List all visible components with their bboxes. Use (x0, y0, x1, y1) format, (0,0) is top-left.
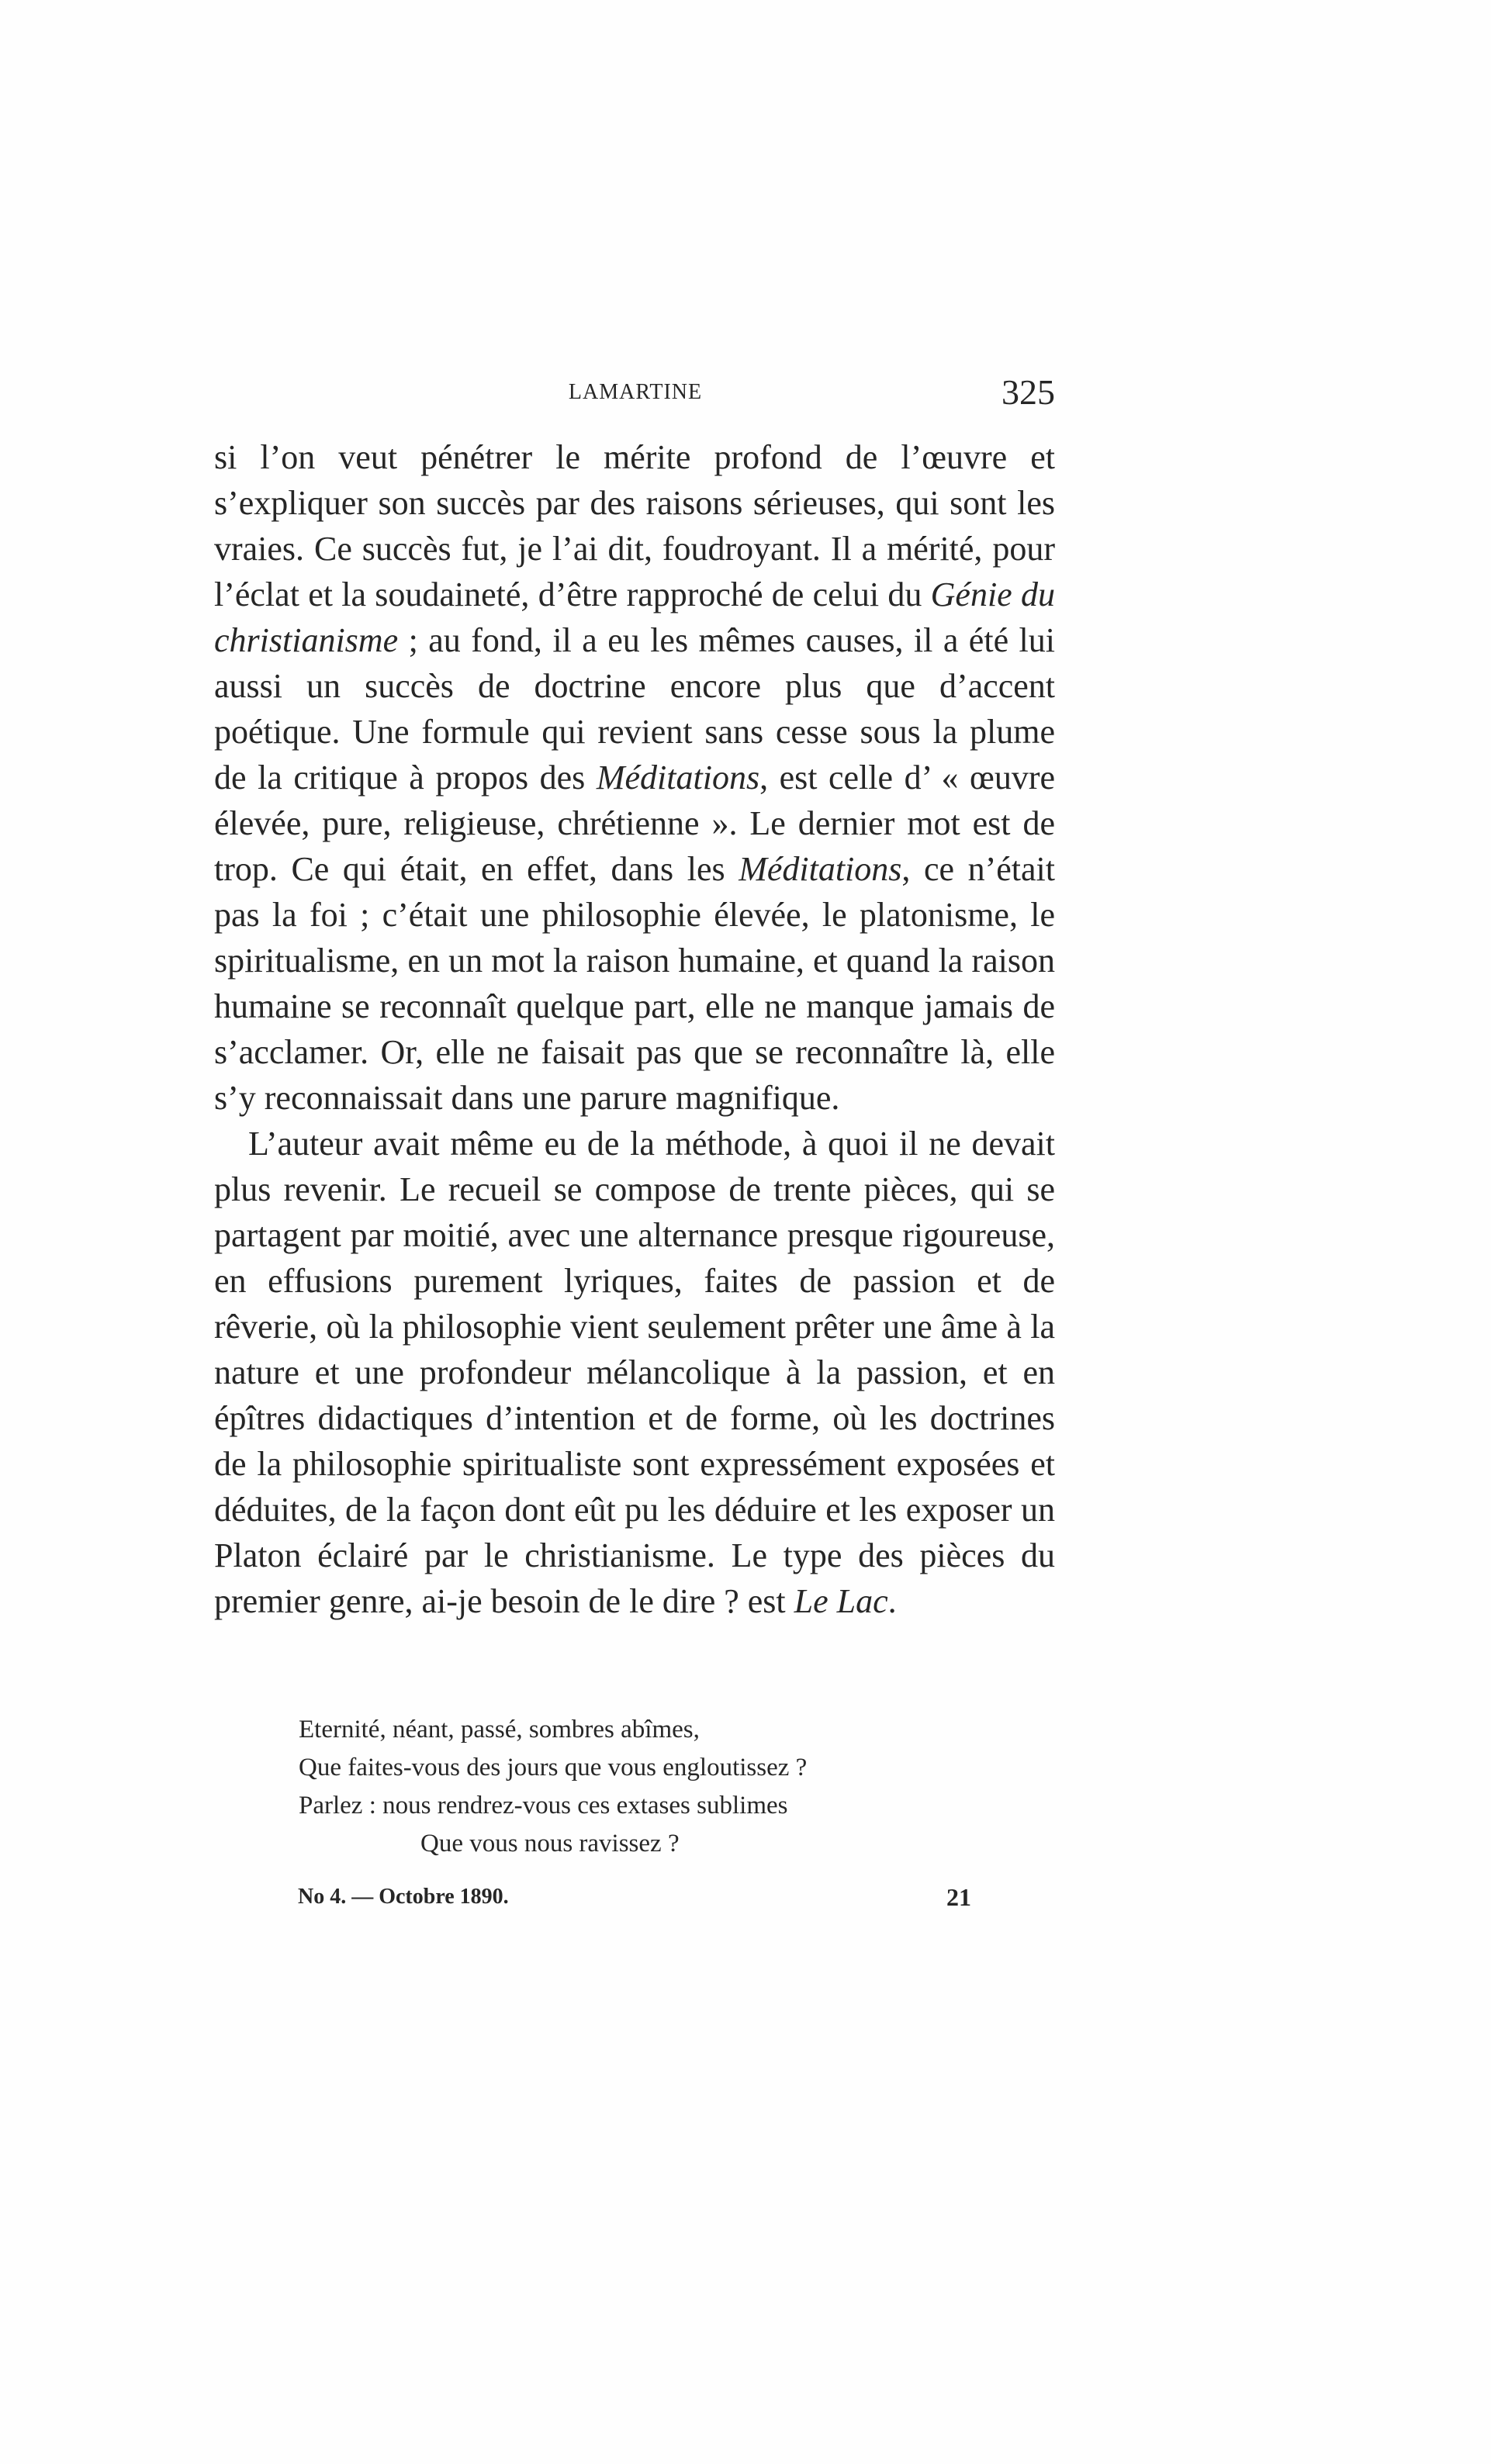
signature-mark: 21 (946, 1883, 971, 1911)
issue-line: No 4. — Octobre 1890. (298, 1885, 509, 1909)
text-span: , est celle d’ « œuvre élevée, pure, religieuse, chrétienne ». Le dernier mot est de trop. Ce qui était, en effet, dans les (214, 759, 1056, 888)
text-span: , ce n’était pas la foi ; c’était une philosophie élevée, le platonisme, le spiritualisme, en un mot la raison humaine, et quand la raison humaine se reconnaît quelque part, elle ne manque jamais de s’acclamer. Or, elle ne faisait pas que se reconnaître là, elle s’y reconnaissait dans une parure magnifique. (214, 850, 1055, 1117)
paragraph-2 (214, 1121, 1055, 1624)
text-span: si l’on veut pénétrer le mérite profond de l’œuvre et s’expliquer son succès par des raisons sérieuses, qui sont les vraies. Ce succès fut, je l’ai dit, foudroyant. Il a mérité, pour l’éclat et la soudaineté, d’être rapproché de celui du (214, 438, 1055, 613)
italic-title-meditations: Méditations (739, 850, 902, 888)
italic-title-meditations: Méditations (596, 759, 760, 797)
body-text (214, 434, 1055, 1624)
page-footer (298, 1882, 971, 1920)
verse-line: Que vous nous ravissez ? (420, 1830, 680, 1858)
verse-quote (299, 1711, 997, 1863)
paragraph-1 (214, 434, 1055, 1121)
text-span: . (887, 1582, 897, 1620)
verse-line: Que faites-vous des jours que vous engloutissez ? (299, 1754, 808, 1781)
italic-title-genie: Génie du christianisme (214, 575, 1055, 659)
verse-line: Parlez : nous rendrez-vous ces extases sublimes (299, 1792, 788, 1819)
text-span: ; au fond, il a eu les mêmes causes, il a été lui aussi un succès de doctrine encore plus que d’accent poétique. Une formule qui revient sans cesse sous la plume de la critique à propos des (214, 621, 1055, 797)
page-number: 325 (1001, 372, 1055, 412)
running-head (216, 372, 1055, 423)
verse-line: Eternité, néant, passé, sombres abîmes, (299, 1716, 700, 1743)
running-title: LAMARTINE (568, 380, 703, 404)
italic-title-le-lac: Le Lac (794, 1582, 888, 1620)
text-span: L’auteur avait même eu de la méthode, à quoi il ne devait plus revenir. Le recueil se compose de trente pièces, qui se partagent par moitié, avec une alternance presque rigoureuse, en effusions purement lyriques, faites de passion et de rêverie, où la philosophie vient seulement prêter une âme à la nature et une profondeur mélancolique à la passion, et en épîtres didactiques d’intention et de forme, où les doctrines de la philosophie spiritualiste sont expressément exposées et déduites, de la façon dont eût pu les déduire et les exposer un Platon éclairé par le christianisme. Le type des pièces du premier genre, ai-je besoin de le dire ? est (214, 1125, 1055, 1620)
